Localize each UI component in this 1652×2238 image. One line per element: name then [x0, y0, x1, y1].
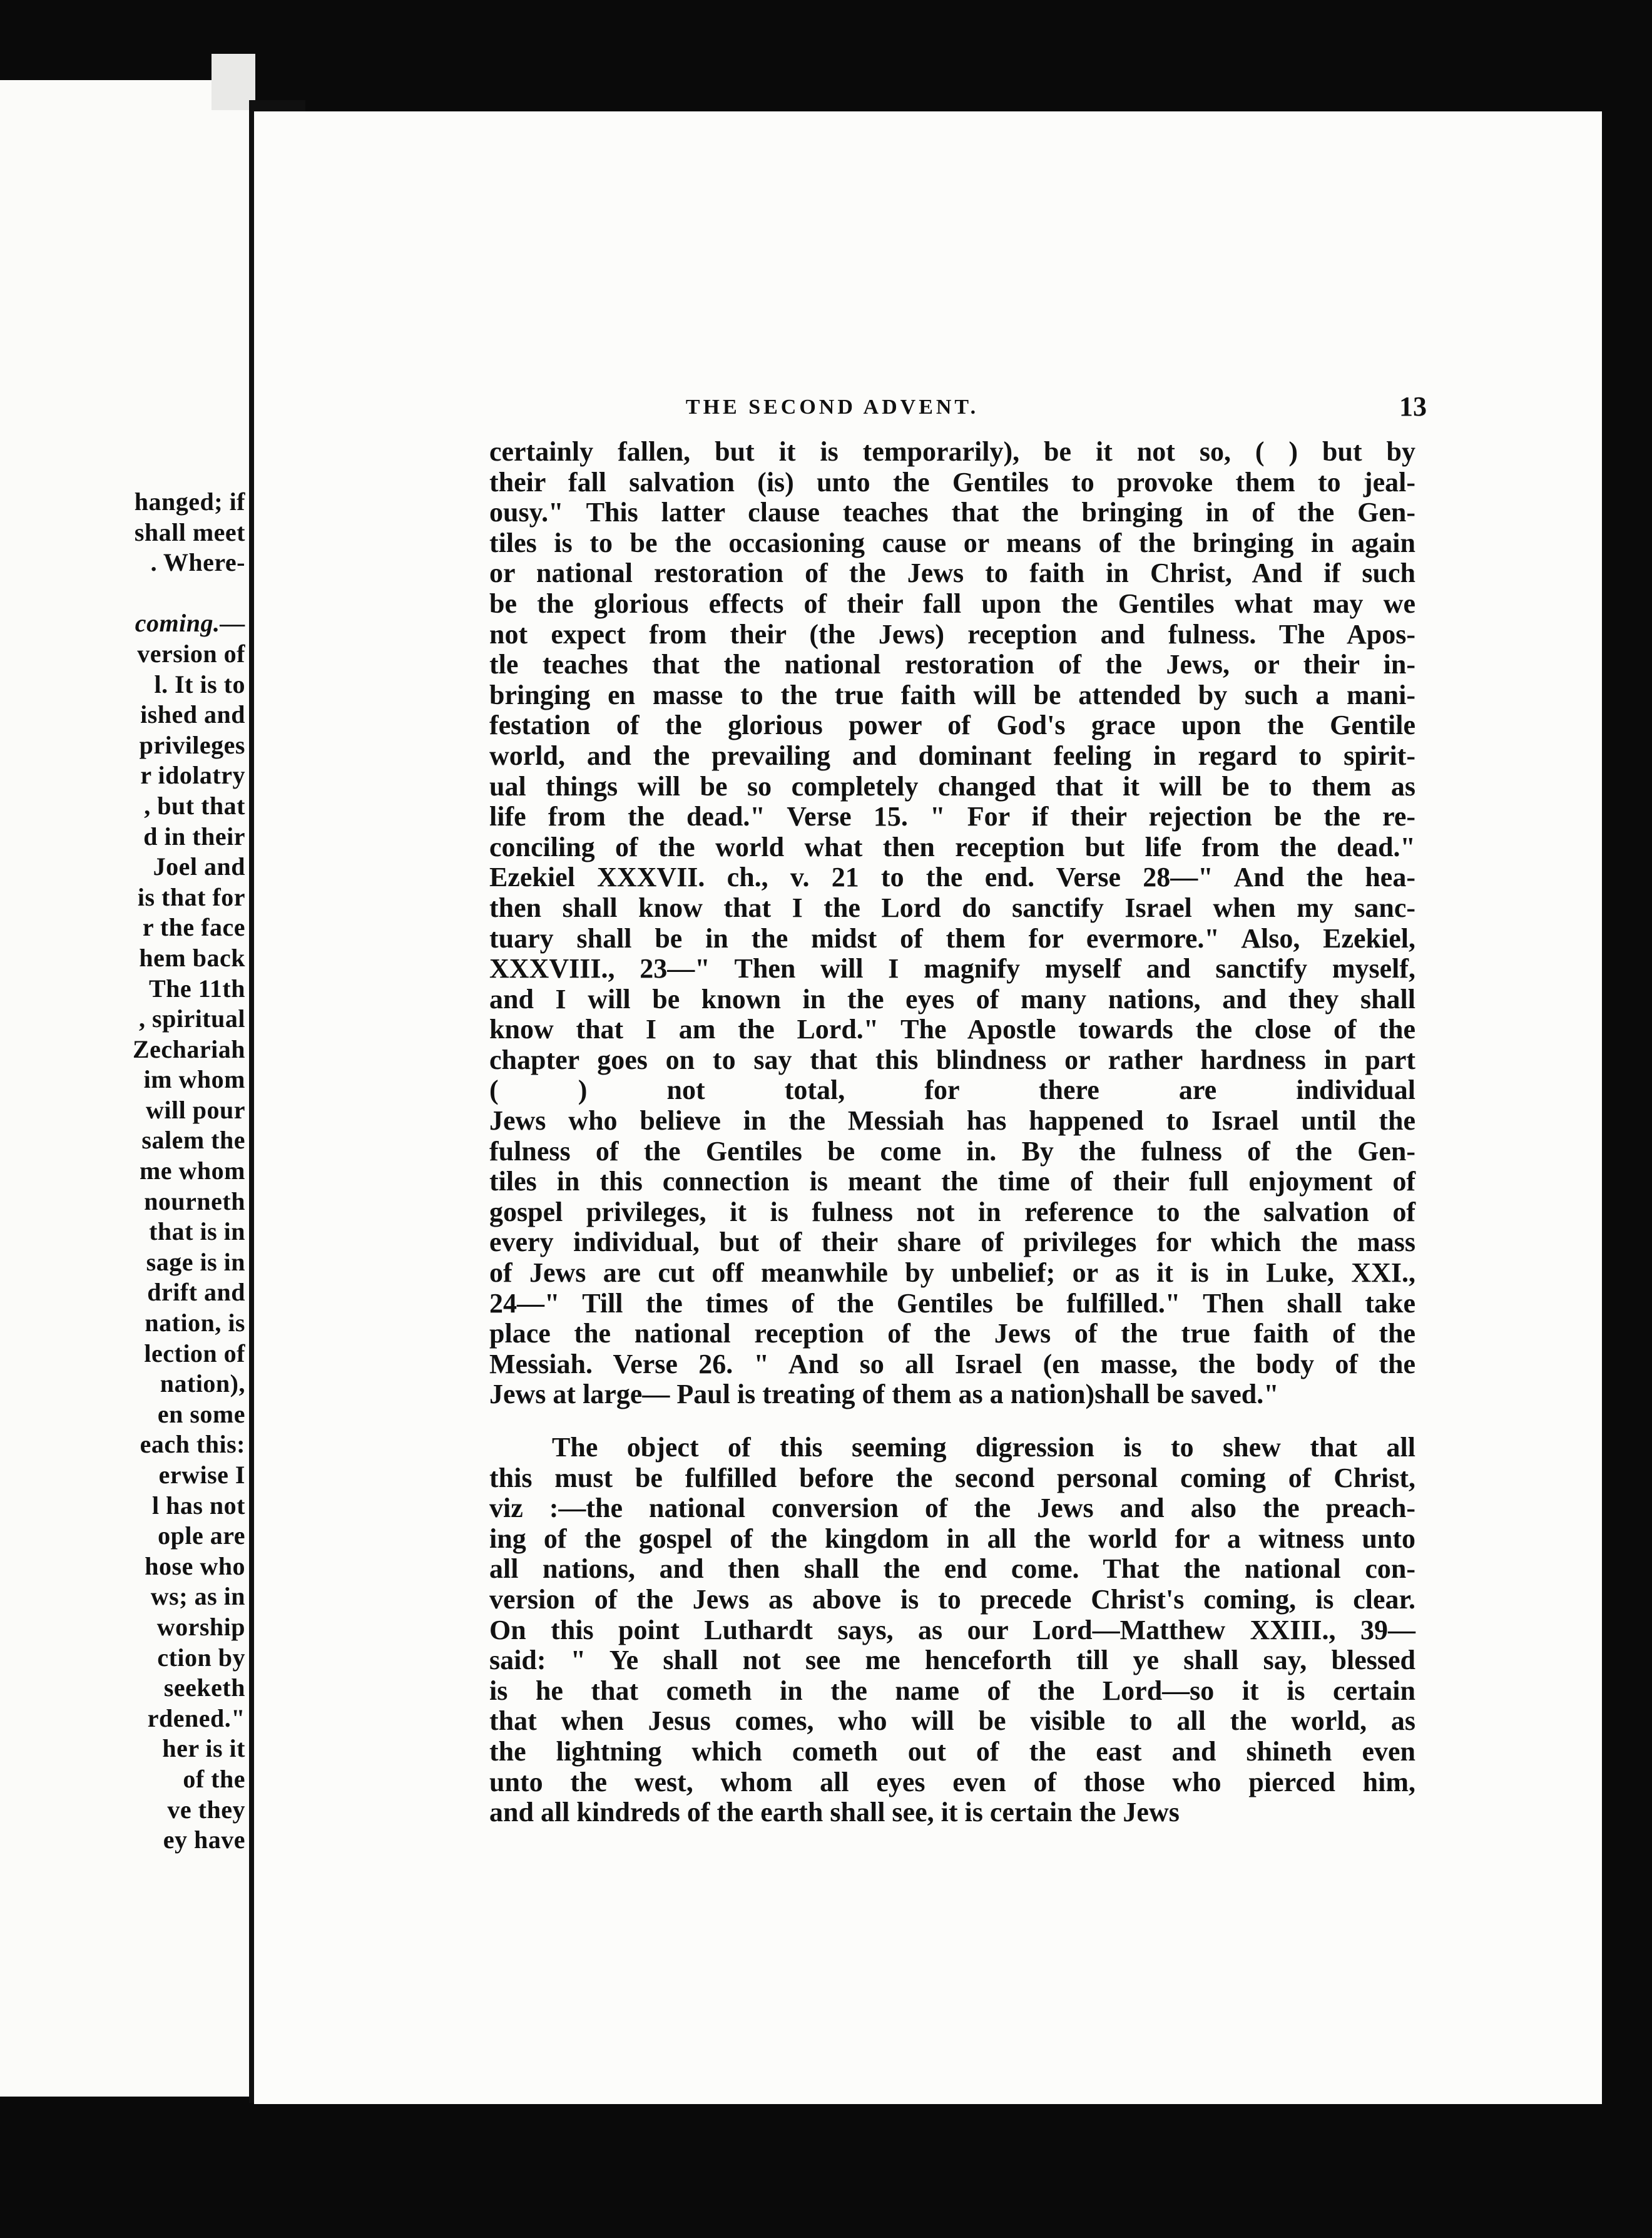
- left-page-line: hem back: [139, 943, 245, 972]
- text-line: XXXVIII., 23—" Then will I magnify myself and sanctify myself,: [489, 953, 1415, 984]
- text-line: version of the Jews as above is to precede Christ's coming, is clear.: [489, 1583, 1415, 1615]
- text-line: ousy." This latter clause teaches that the bringing in of the Gen-: [489, 497, 1415, 528]
- left-page-line: drift and: [147, 1278, 245, 1307]
- text-line: bringing en masse to the true faith will be attended by such a mani-: [489, 679, 1415, 710]
- left-page-line: im whom: [143, 1065, 245, 1094]
- text-line: On this point Luthardt says, as our Lord—Matthew XXIII., 39—: [489, 1614, 1415, 1645]
- left-page-line: version of: [137, 639, 245, 668]
- left-page-line: hose who: [145, 1551, 245, 1580]
- text-line: know that I am the Lord." The Apostle towards the close of the: [489, 1014, 1415, 1045]
- text-line: life from the dead." Verse 15. " For if their rejection be the re-: [489, 801, 1415, 832]
- text-line: viz :—the national conversion of the Jews and also the preach-: [489, 1493, 1415, 1524]
- left-page-line: nation, is: [145, 1309, 245, 1337]
- text-line: and all kindreds of the earth shall see, it is certain the Jews: [489, 1797, 1180, 1828]
- left-page-line: nourneth: [144, 1187, 245, 1215]
- left-page-line: l. It is to: [154, 670, 245, 698]
- left-page-line: sage is in: [146, 1247, 245, 1276]
- left-page-line: d in their: [143, 822, 245, 851]
- left-page-line: nation),: [160, 1369, 245, 1398]
- left-facing-page: [0, 80, 249, 2097]
- text-line: fulness of the Gentiles be come in. By the fulness of the Gen-: [489, 1135, 1415, 1167]
- left-page-line: that is in: [149, 1217, 245, 1246]
- left-page-line: ction by: [157, 1643, 245, 1672]
- text-line: tle teaches that the national restoration of the Jews, or their in-: [489, 649, 1415, 680]
- text-line: gospel privileges, it is fulness not in reference to the salvation of: [489, 1196, 1415, 1227]
- text-line: world, and the prevailing and dominant feeling in regard to spirit-: [489, 740, 1415, 771]
- left-page-line: [0, 578, 245, 609]
- text-line: said: " Ye shall not see me henceforth till ye shall say, blessed: [489, 1645, 1415, 1676]
- text-line: that when Jesus comes, who will be visible to all the world, as: [489, 1705, 1415, 1737]
- left-page-line: ve they: [167, 1795, 245, 1824]
- left-page-line: ws; as in: [150, 1582, 245, 1611]
- text-line: conciling of the world what then reception but life from the dead.": [489, 831, 1415, 862]
- left-page-line: worship: [156, 1612, 245, 1641]
- text-line: and I will be known in the eyes of many nations, and they shall: [489, 983, 1415, 1014]
- left-page-line: erwise I: [158, 1461, 245, 1489]
- left-page-line: r the face: [142, 913, 245, 942]
- left-page-text: [0, 487, 245, 1856]
- text-line: tuary shall be in the midst of them for evermore." Also, Ezekiel,: [489, 922, 1415, 954]
- left-page-line: privileges: [139, 730, 245, 759]
- text-line: this must be fulfilled before the second personal coming of Christ,: [489, 1462, 1415, 1493]
- page-number: 13: [1399, 391, 1427, 422]
- left-page-line: ished and: [140, 700, 245, 729]
- text-line: chapter goes on to say that this blindness or rather hardness in part: [489, 1044, 1415, 1075]
- left-page-line: , spiritual: [139, 1004, 245, 1033]
- left-page-line: shall meet: [134, 518, 245, 546]
- text-line: not expect from their (the Jews) reception and fulness. The Apos-: [489, 618, 1415, 650]
- left-page-line: of the: [183, 1764, 245, 1793]
- left-page-line: seeketh: [163, 1673, 245, 1702]
- text-line: tiles is to be the occasioning cause or means of the bringing in again: [489, 527, 1415, 558]
- left-page-line: rdened.": [147, 1704, 245, 1732]
- left-page-line: . Where-: [150, 548, 245, 577]
- text-line: Messiah. Verse 26. " And so all Israel (en masse, the body of the: [489, 1348, 1415, 1379]
- text-line: ual things will be so completely changed that it will be to them as: [489, 770, 1415, 802]
- left-page-line: Joel and: [153, 852, 245, 881]
- running-head: THE SECOND ADVENT.: [685, 396, 979, 419]
- text-line: of Jews are cut off meanwhile by unbelief; or as it is in Luke, XXI.,: [489, 1257, 1415, 1289]
- text-line: the lightning which cometh out of the east and shineth even: [489, 1735, 1415, 1767]
- text-line: or national restoration of the Jews to faith in Christ, And if such: [489, 558, 1415, 589]
- text-line: 24—" Till the times of the Gentiles be fulfilled." Then shall take: [489, 1287, 1415, 1319]
- text-line: Ezekiel XXXVII. ch., v. 21 to the end. Verse 28—" And the hea-: [489, 862, 1415, 893]
- text-line: ing of the gospel of the kingdom in all the world for a witness unto: [489, 1523, 1415, 1554]
- text-line: then shall know that I the Lord do sanctify Israel when my sanc-: [489, 892, 1415, 923]
- main-page: [254, 111, 1602, 2104]
- left-page-line: l has not: [152, 1491, 245, 1520]
- text-line: festation of the glorious power of God's grace upon the Gentile: [489, 710, 1415, 741]
- left-page-line: will pour: [146, 1095, 245, 1124]
- text-line: certainly fallen, but it is temporarily), be it not so, ( ) but by: [489, 436, 1415, 467]
- text-line: Jews at large— Paul is treating of them as a nation)shall be saved.": [489, 1379, 1279, 1410]
- left-page-line: me whom: [139, 1157, 245, 1185]
- text-line: is he that cometh in the name of the Lord—so it is certain: [489, 1675, 1415, 1706]
- left-page-line: lection of: [144, 1339, 245, 1367]
- text-line: be the glorious effects of their fall upon the Gentiles what may we: [489, 588, 1415, 619]
- text-line: place the national reception of the Jews of the true faith of the: [489, 1318, 1415, 1349]
- left-page-line: salem the: [141, 1126, 245, 1155]
- text-line: unto the west, whom all eyes even of those who pierced him,: [489, 1766, 1415, 1797]
- left-page-line: coming.—: [135, 609, 245, 638]
- left-page-line: en some: [157, 1399, 245, 1428]
- paragraph-gap: [489, 1410, 1652, 1433]
- text-line: Jews who believe in the Messiah has happened to Israel until the: [489, 1105, 1415, 1137]
- body-text: [489, 437, 1652, 1828]
- text-line: ( ) not total, for there are individual: [489, 1075, 1415, 1106]
- left-page-line: , but that: [144, 791, 245, 820]
- text-line: their fall salvation (is) unto the Gentiles to provoke them to jeal-: [489, 466, 1415, 498]
- left-page-line: Zechariah: [132, 1035, 245, 1063]
- left-page-line: hanged; if: [134, 488, 245, 516]
- left-page-line: The 11th: [148, 974, 245, 1003]
- left-page-line: ey have: [163, 1826, 245, 1854]
- text-line: every individual, but of their share of privileges for which the mass: [489, 1227, 1415, 1258]
- text-line: The object of this seeming digression is to shew that all: [552, 1432, 1415, 1463]
- text-line: all nations, and then shall the end come. That the national con-: [489, 1553, 1415, 1585]
- left-page-line: is that for: [137, 882, 245, 911]
- left-page-line: each this:: [140, 1430, 245, 1459]
- left-page-line: r idolatry: [140, 761, 245, 790]
- left-page-line: her is it: [162, 1734, 245, 1763]
- text-line: tiles in this connection is meant the time of their full enjoyment of: [489, 1166, 1415, 1197]
- left-page-line: ople are: [158, 1521, 245, 1550]
